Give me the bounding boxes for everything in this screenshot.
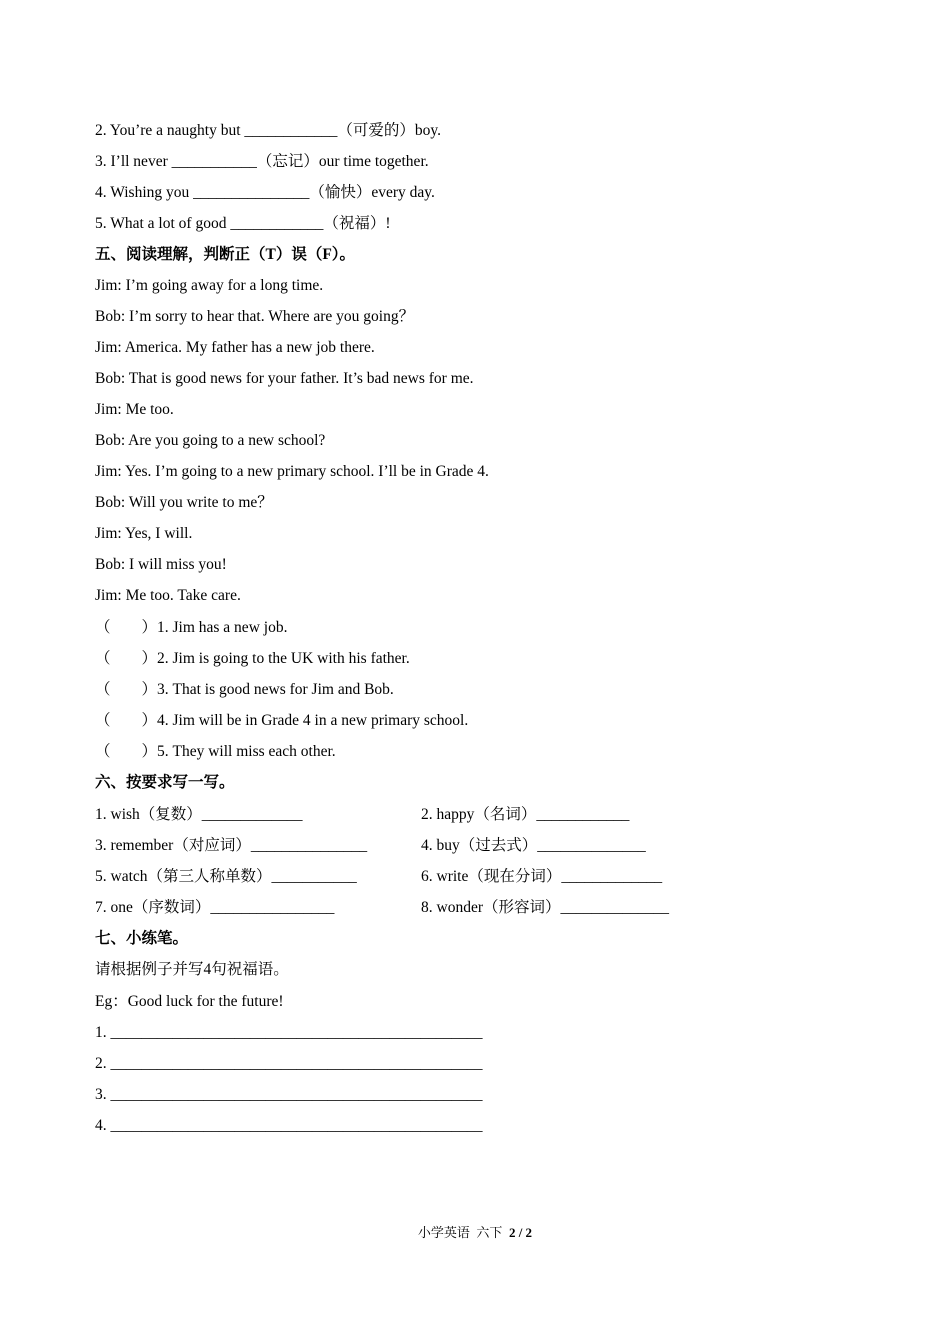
page-number: 2 / 2 [508,1225,533,1240]
section7-example: Eg：Good luck for the future! [95,993,284,1010]
word-form-item: 3. remember（对应词）_______________ [95,837,368,854]
word-form-item: 7. one（序数词）________________ [95,899,335,916]
writing-line: 3. ________________________________________________ [95,1086,483,1103]
page-footer [0,1224,950,1242]
dialogue-line: Jim: Yes. I’m going to a new primary school. I’ll be in Grade 4. [95,463,489,480]
dialogue-line: Bob: Are you going to a new school? [95,432,326,449]
section7-instruction: 请根据例子并写4句祝福语。 [95,961,289,978]
dialogue-line: Bob: I’m sorry to hear that. Where are you going？ [95,308,415,325]
fill-item: 3. I’ll never ___________（忘记）our time together. [95,153,429,170]
section6-heading: 六、按要求写一写。 [95,774,235,791]
fill-item: 4. Wishing you _______________（愉快）every day. [95,184,435,201]
writing-line: 4. ________________________________________________ [95,1117,483,1134]
word-form-item: 8. wonder（形容词）______________ [421,899,669,916]
dialogue-line: Bob: Will you write to me？ [95,494,273,511]
writing-line: 1. ________________________________________________ [95,1024,483,1041]
footer-text: 小学英语 六下 [417,1225,509,1240]
dialogue-line: Bob: That is good news for your father. It’s bad news for me. [95,370,474,387]
word-form-item: 4. buy（过去式）______________ [421,837,646,854]
judgment-item: （ ）5. They will miss each other. [95,743,336,760]
section7-heading: 七、小练笔。 [95,930,189,947]
dialogue-line: Jim: I’m going away for a long time. [95,277,324,294]
dialogue-line: Jim: Yes, I will. [95,525,193,542]
fill-item: 5. What a lot of good ____________（祝福）! [95,215,391,232]
word-form-item: 2. happy（名词）____________ [421,806,630,823]
judgment-item: （ ）2. Jim is going to the UK with his father. [95,650,410,667]
writing-line: 2. ________________________________________________ [95,1055,483,1072]
dialogue-line: Bob: I will miss you! [95,556,227,573]
dialogue-line: Jim: Me too. [95,401,174,418]
fill-item: 2. You’re a naughty but ____________（可爱的）boy. [95,122,442,139]
judgment-item: （ ）1. Jim has a new job. [95,619,288,636]
judgment-item: （ ）3. That is good news for Jim and Bob. [95,681,394,698]
judgment-item: （ ）4. Jim will be in Grade 4 in a new primary school. [95,712,469,729]
word-form-item: 1. wish（复数）_____________ [95,806,303,823]
dialogue-line: Jim: America. My father has a new job there. [95,339,375,356]
dialogue-line: Jim: Me too. Take care. [95,587,241,604]
word-form-item: 5. watch（第三人称单数）___________ [95,868,357,885]
section5-heading: 五、阅读理解，判断正（T）误（F）。 [95,246,356,263]
word-form-item: 6. write（现在分词）_____________ [421,868,663,885]
